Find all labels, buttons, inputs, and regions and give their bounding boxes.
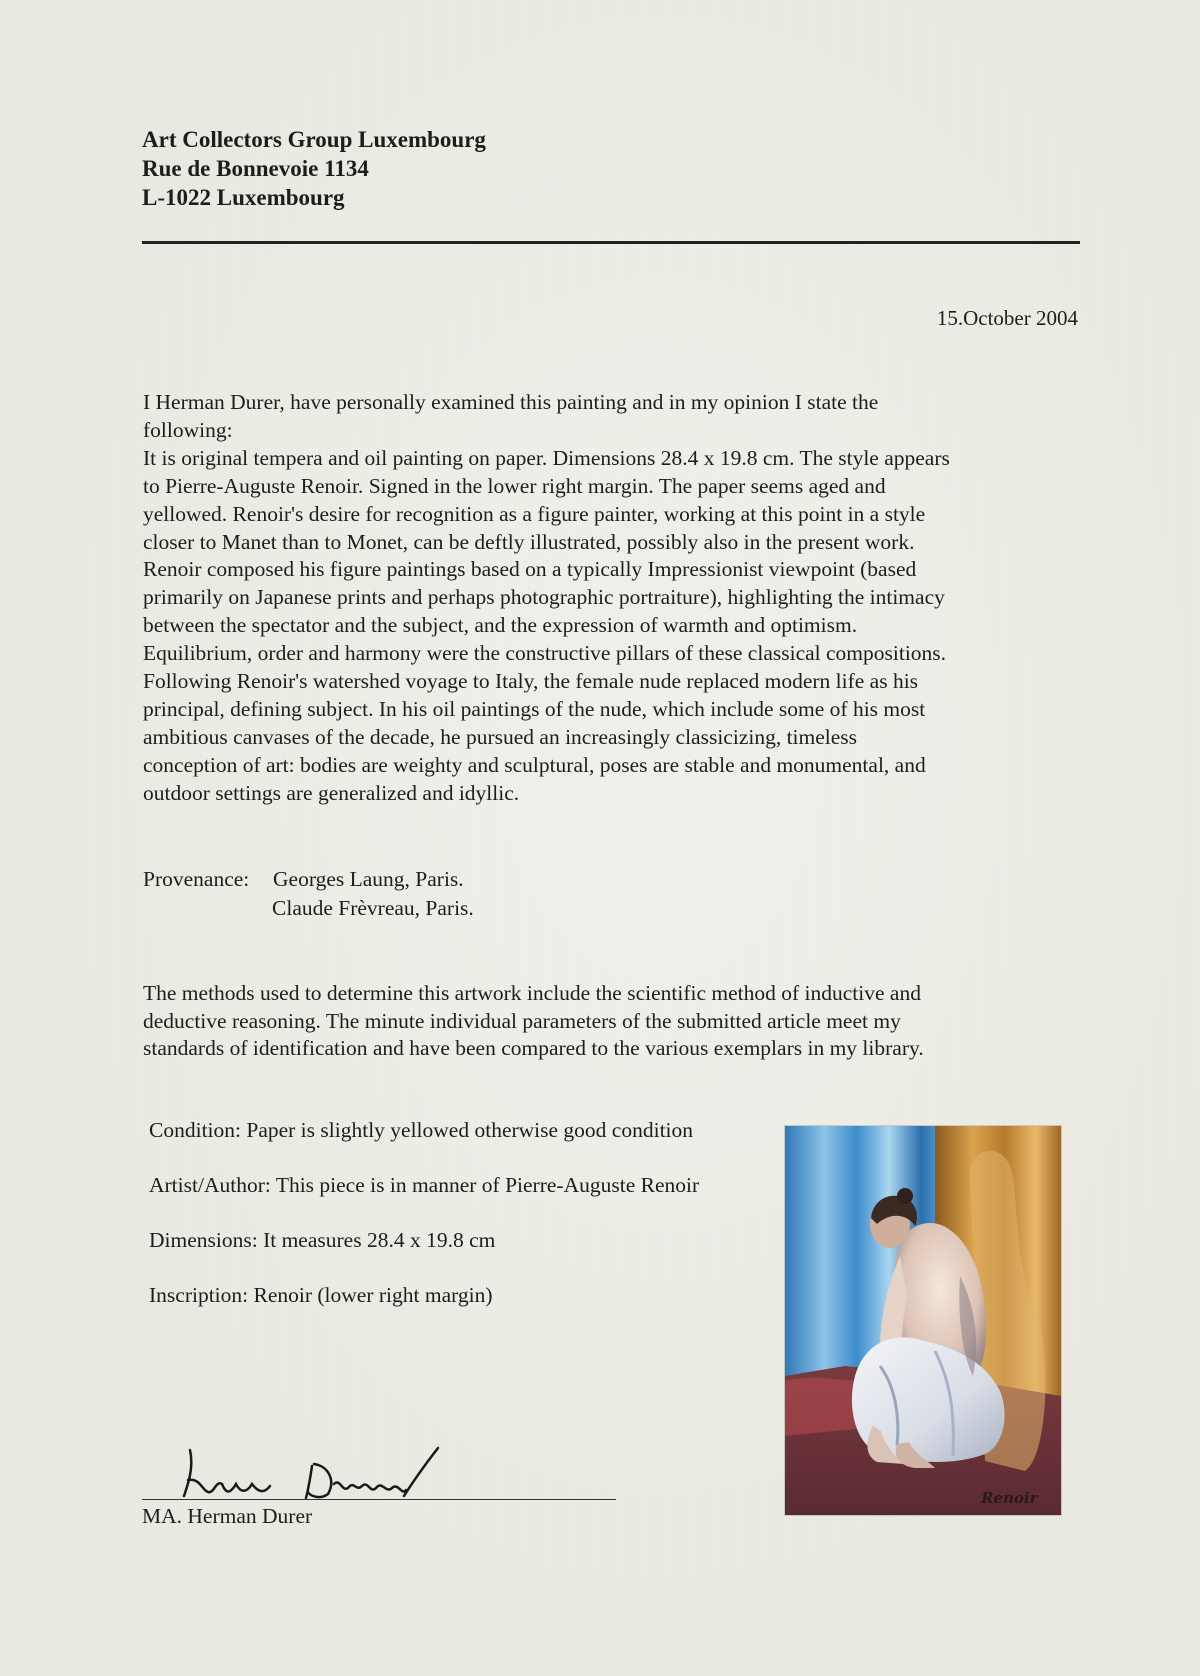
statement-line: principal, defining subject. In his oil paintings of the nude, which include some of his most xyxy=(143,696,926,721)
statement-line: Renoir composed his figure paintings based on a typically Impressionist viewpoint (based xyxy=(143,557,917,582)
statement-line: I Herman Durer, have personally examined this painting and in my opinion I state the xyxy=(143,390,879,414)
statement-line: It is original tempera and oil painting on paper. Dimensions 28.4 x 19.8 cm. The style appears xyxy=(143,445,950,470)
condition-line: Condition: Paper is slightly yellowed otherwise good condition xyxy=(149,1118,694,1142)
statement-line: outdoor settings are generalized and idyllic. xyxy=(143,780,520,805)
methods-paragraph xyxy=(143,980,1078,1063)
provenance-owner: Claude Frèvreau, Paris. xyxy=(272,896,474,920)
statement-line: ambitious canvases of the decade, he pursued an increasingly classicizing, timeless xyxy=(143,724,858,749)
statement-paragraph xyxy=(143,389,1083,808)
statement-line: Equilibrium, order and harmony were the constructive pillars of these classical compositions. xyxy=(143,641,947,666)
statement-line: following: xyxy=(143,417,233,442)
statement-line: to Pierre-Auguste Renoir. Signed in the lower right margin. The paper seems aged and xyxy=(143,473,886,498)
painting-image xyxy=(785,1126,1061,1515)
methods-line: The methods used to determine this artwork include the scientific method of inductive and xyxy=(143,981,921,1005)
painting-signature: Renoir xyxy=(981,1489,1038,1507)
statement-line: Following Renoir's watershed voyage to Italy, the female nude replaced modern life as his xyxy=(143,669,919,694)
inscription-line: Inscription: Renoir (lower right margin) xyxy=(149,1283,493,1307)
provenance-label: Provenance: xyxy=(143,867,250,891)
signer-name: MA. Herman Durer xyxy=(142,1504,313,1528)
signature-line xyxy=(142,1499,616,1500)
letterhead-street: Rue de Bonnevoie 1134 xyxy=(142,156,369,181)
letterhead-city: L-1022 Luxembourg xyxy=(142,185,345,210)
document-date: 15.October 2004 xyxy=(936,306,1078,330)
statement-line: between the spectator and the subject, and the expression of warmth and optimism. xyxy=(143,613,858,638)
provenance-owner: Georges Laung, Paris. xyxy=(273,867,464,891)
letterhead-company: Art Collectors Group Luxembourg xyxy=(142,127,486,152)
methods-line: deductive reasoning. The minute individual parameters of the submitted article meet my xyxy=(143,1008,901,1033)
methods-line: standards of identification and have been compared to the various exemplars in my library. xyxy=(143,1036,924,1060)
statement-line: conception of art: bodies are weighty and sculptural, poses are stable and monumental, and xyxy=(143,752,926,777)
provenance-section xyxy=(143,865,474,923)
statement-line: primarily on Japanese prints and perhaps photographic portraiture), highlighting the intimacy xyxy=(143,585,945,610)
statement-line: closer to Manet than to Monet, can be deftly illustrated, possibly also in the present work. xyxy=(143,529,915,554)
letterhead xyxy=(142,125,486,212)
header-divider xyxy=(142,241,1080,244)
artwork-details xyxy=(149,1118,699,1338)
dimensions-line: Dimensions: It measures 28.4 x 19.8 cm xyxy=(149,1228,496,1252)
artist-line: Artist/Author: This piece is in manner of Pierre-Auguste Renoir xyxy=(149,1173,700,1197)
statement-line: yellowed. Renoir's desire for recognition as a figure painter, working at this point in a style xyxy=(143,501,926,526)
